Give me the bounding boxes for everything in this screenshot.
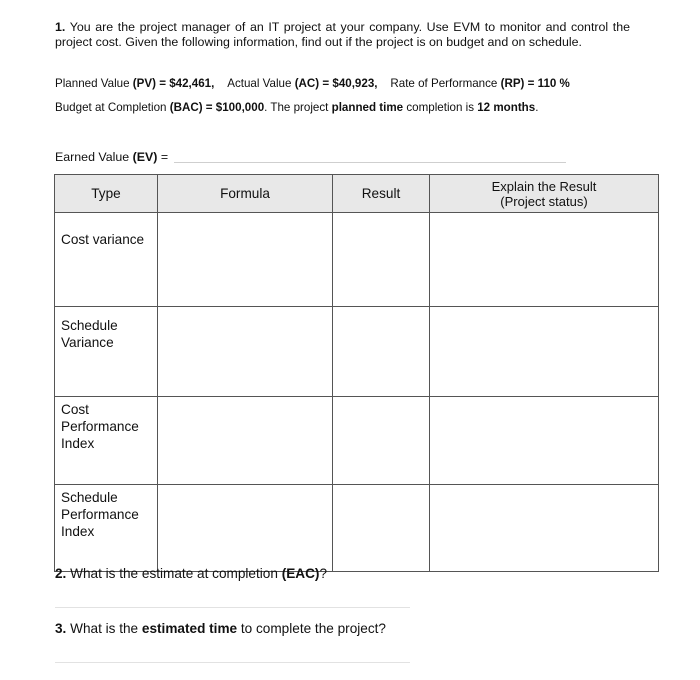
question-2-answer-line[interactable] xyxy=(55,607,410,608)
ac-label: Actual Value xyxy=(227,77,295,90)
type-cell-schedule-variance xyxy=(55,307,158,397)
formula-cell[interactable] xyxy=(158,307,333,397)
explain-cell[interactable] xyxy=(430,485,659,572)
rp-label: Rate of Performance xyxy=(390,77,501,90)
time-mid: completion is xyxy=(403,101,478,114)
pv-label: Planned Value xyxy=(55,77,133,90)
ev-abbr: (EV) xyxy=(132,150,158,164)
type-label-line-3: Index xyxy=(61,436,95,451)
question-2-text: What is the estimate at completion xyxy=(66,566,282,581)
ev-equals: = xyxy=(157,150,169,164)
table-row xyxy=(55,397,659,485)
type-label-line-1: Schedule xyxy=(61,318,118,333)
ev-label-text: Earned Value xyxy=(55,150,133,164)
question-1-text: You are the project manager of an IT project at your company. Use EVM to monitor and control the project cost. Given the following information, find out if the project is on budget and on schedule. xyxy=(55,20,630,49)
bac-value: = $100,000 xyxy=(202,101,265,114)
type-label-line-1: Cost xyxy=(61,402,89,417)
question-1 xyxy=(55,20,630,50)
ev-answer-line[interactable] xyxy=(174,162,566,163)
question-3-end: to complete the project? xyxy=(237,621,386,636)
question-3-bold: estimated time xyxy=(141,621,238,636)
bac-label: Budget at Completion xyxy=(55,101,170,114)
question-3-text: What is the xyxy=(66,621,142,636)
evm-table xyxy=(54,174,659,572)
time-value: 12 months xyxy=(477,101,536,114)
header-result: Result xyxy=(333,175,430,213)
formula-cell[interactable] xyxy=(158,213,333,307)
question-3-answer-line[interactable] xyxy=(55,662,410,663)
table-header-row xyxy=(55,175,659,213)
explain-cell[interactable] xyxy=(430,397,659,485)
bac-abbr: (BAC) xyxy=(169,101,203,114)
given-values-line-2 xyxy=(55,101,538,115)
formula-cell[interactable] xyxy=(158,485,333,572)
result-cell[interactable] xyxy=(333,307,430,397)
question-1-number: 1. xyxy=(55,20,66,34)
header-explain-line-1: Explain the Result xyxy=(491,178,597,194)
given-values-line-1 xyxy=(55,77,570,91)
explain-cell[interactable] xyxy=(430,307,659,397)
rp-abbr: (RP) xyxy=(500,77,525,90)
ac-value: = $40,923, xyxy=(319,77,378,90)
type-cell-schedule-performance-index xyxy=(55,485,158,572)
header-formula: Formula xyxy=(158,175,333,213)
table-row xyxy=(55,213,659,307)
formula-cell[interactable] xyxy=(158,397,333,485)
pv-abbr: (PV) xyxy=(132,77,156,90)
type-label-line-1: Schedule xyxy=(61,490,118,505)
question-2-number: 2. xyxy=(55,566,67,581)
question-3 xyxy=(55,621,386,636)
question-2-bold: (EAC) xyxy=(281,566,320,581)
type-label: Cost variance xyxy=(61,232,145,247)
table-row xyxy=(55,307,659,397)
ac-abbr: (AC) xyxy=(294,77,320,90)
type-label-line-2: Variance xyxy=(61,335,114,350)
result-cell[interactable] xyxy=(333,213,430,307)
type-label-line-2: Performance xyxy=(61,507,139,522)
time-end: . xyxy=(535,101,539,114)
rp-value: = 110 % xyxy=(524,77,570,90)
type-label-line-2: Performance xyxy=(61,419,139,434)
header-explain xyxy=(430,175,659,213)
header-type: Type xyxy=(55,175,158,213)
result-cell[interactable] xyxy=(333,485,430,572)
pv-value: = $42,461, xyxy=(155,77,215,90)
time-bold: planned time xyxy=(331,101,404,114)
table-row xyxy=(55,485,659,572)
earned-value-row xyxy=(55,150,566,164)
question-2 xyxy=(55,566,327,581)
ev-label xyxy=(55,150,168,164)
question-3-number: 3. xyxy=(55,621,67,636)
header-explain-line-2: (Project status) xyxy=(500,193,588,209)
type-cell-cost-variance xyxy=(55,213,158,307)
question-2-end: ? xyxy=(319,566,328,581)
explain-cell[interactable] xyxy=(430,213,659,307)
time-pre: . The project xyxy=(264,101,332,114)
result-cell[interactable] xyxy=(333,397,430,485)
type-label-line-3: Index xyxy=(61,524,95,539)
type-cell-cost-performance-index xyxy=(55,397,158,485)
